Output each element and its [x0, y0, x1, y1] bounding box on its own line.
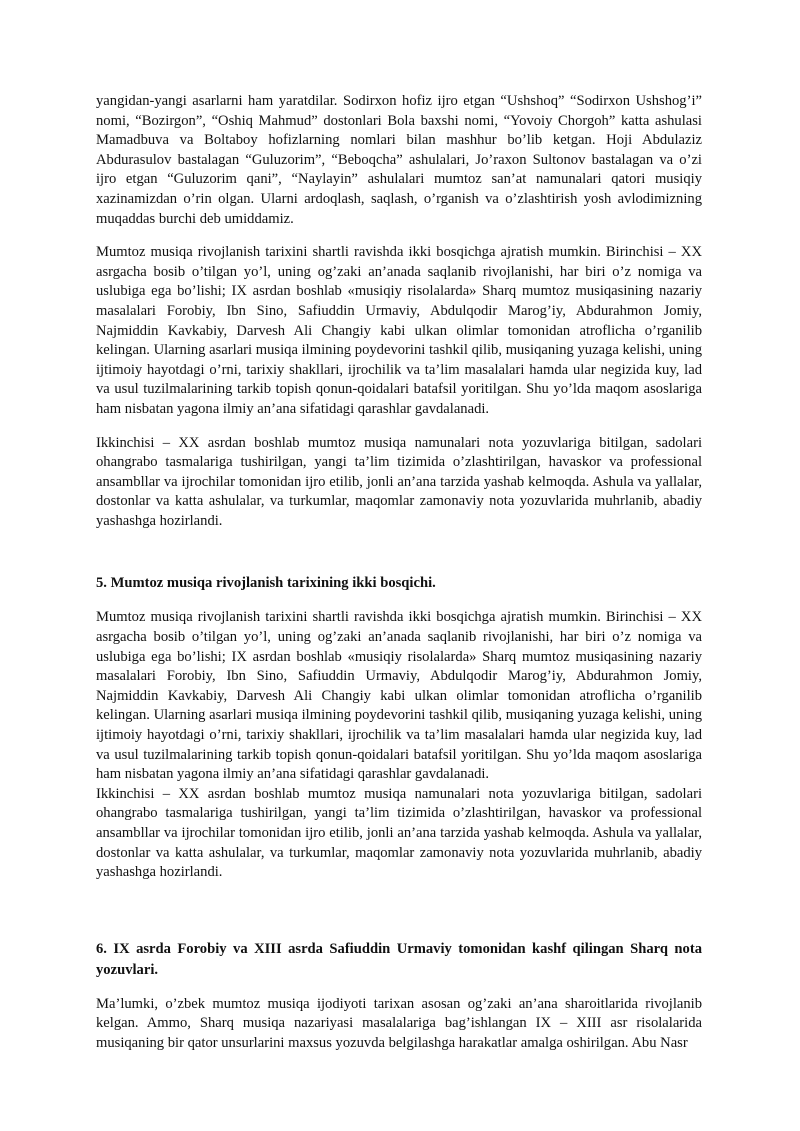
- paragraph-history-stage-one: Mumtoz musiqa rivojlanish tarixini shartli ravishda ikki bosqichga ajratish mumkin. Birinchisi – XX asrgacha bosib o’tilgan yo’l, uning og’zaki an’anada saqlanib rivojlanishi, har biri o’z nomiga va uslubiga ega bo’lishi; IX asrdan boshlab «musiqiy risolalarda» Sharq mumtoz musiqasining nazariy masalalari Forobiy, Ibn Sino, Safiuddin Urmaviy, Abdulqodir Marog’iy, Abdurahmon Jomiy, Najmiddin Kavkabiy, Darvesh Ali Changiy kabi ulkan olimlar tomonidan atroflicha o’rganilib kelingan. Ularning asarlari musiqa ilmining poydevorini tashkil qilib, musiqaning yuzaga kelishi, uning ijtimoiy hayotdagi o’rni, tarixiy shakllari, ijrochilik va ta’lim masalalari hamda ular negizida kuy, lad va usul tuzilmalarining tarkib topish qonun-qoidalari batafsil yoritilgan. Shu yo’lda maqom asoslariga ham nisbatan yagona ilmiy an’ana sifatidagi qarashlar gavdalanadi.: [96, 244, 702, 417]
- paragraph-section6-intro: Ma’lumki, o’zbek mumtoz musiqa ijodiyoti tarixan asosan og’zaki an’ana sharoitlarida rivojlanib kelgan. Ammo, Sharq musiqa nazariyasi masalalariga bag’ishlangan IX – XIII asr risolalarida musiqaning bir qator unsurlarini maxsus yozuvda belgilashga harakatlar amalga oshirilgan. Abu Nasr: [96, 995, 702, 1051]
- paragraph-section5-stage-two: Ikkinchisi – XX asrdan boshlab mumtoz musiqa namunalari nota yozuvlariga bitilgan, sadolari ohangrabo tasmalariga tushirilgan, yangi ta’lim tizimida o’zlashtirilgan, havaskor va professional ansambllar va ijrochilar tomonidan ijro etilib, jonli an’ana tarzida yashab kelmoqda. Ashula va yallalar, dostonlar va katta ashulalar, va turkumlar, maqomlar zamonaviy nota yozuvlarida muhrlanib, abadiy yashashga hozirlandi.: [96, 785, 702, 881]
- document-page: [96, 92, 702, 1054]
- section-heading-5: 5. Mumtoz musiqa rivojlanish tarixining ikki bosqichi.: [96, 575, 436, 592]
- paragraph-section5-stage-one: Mumtoz musiqa rivojlanish tarixini shartli ravishda ikki bosqichga ajratish mumkin. Birinchisi – XX asrgacha bosib o’tilgan yo’l, uning og’zaki an’anada saqlanib rivojlanishi, har biri o’z nomiga va uslubiga ega bo’lishi; IX asrdan boshlab «musiqiy risolalarda» Sharq mumtoz musiqasining nazariy masalalari Forobiy, Ibn Sino, Safiuddin Urmaviy, Abdulqodir Marog’iy, Abdurahmon Jomiy, Najmiddin Kavkabiy, Darvesh Ali Changiy kabi ulkan olimlar tomonidan atroflicha o’rganilib kelingan. Ularning asarlari musiqa ilmining poydevorini tashkil qilib, musiqaning yuzaga kelishi, uning ijtimoiy hayotdagi o’rni, tarixiy shakllari, ijrochilik va ta’lim masalalari hamda ular negizida kuy, lad va usul tuzilmalarining tarkib topish qonun-qoidalari batafsil yoritilgan. Shu yo’lda maqom asoslariga ham nisbatan yagona ilmiy an’ana sifatidagi qarashlar gavdalanadi.: [96, 609, 702, 783]
- paragraph-notable-songs: yangidan-yangi asarlarni ham yaratdilar. Sodirxon hofiz ijro etgan “Ushshoq” “Sodirxon Ushshog’i” nomi, “Bozirgon”, “Oshiq Mahmud” dostonlari Bola baxshi nomi, “Yovoiy Chorgoh” katta ashulasi Mamadbuva va Boltaboy hofizlarning nomlari bilan mashhur bo’lib ketgan. Hoji Abdulaziz Abdurasulov bastalagan “Guluzorim”, “Beboqcha” ashulalari, Jo’raxon Sultonov bastalagan va o’zi ijro etgan “Guluzorim qani”, “Naylayin” ashulalari mumtoz san’at namunalari qatori musiqiy xazinamizdan o’rin olgan. Ularni ardoqlash, saqlash, o’rganish va o’zlashtirish yosh avlodimizning muqaddas burchi deb umiddamiz.: [96, 93, 702, 227]
- paragraph-history-stage-two: Ikkinchisi – XX asrdan boshlab mumtoz musiqa namunalari nota yozuvlariga bitilgan, sadolari ohangrabo tasmalariga tushirilgan, yangi ta’lim tizimida o’zlashtirilgan, havaskor va professional ansambllar va ijrochilar tomonidan ijro etilib, jonli an’ana tarzida yashab kelmoqda. Ashula va yallalar, dostonlar va katta ashulalar, va turkumlar, maqomlar zamonaviy nota yozuvlarida muhrlanib, abadiy yashashga hozirlandi.: [96, 434, 702, 529]
- section-heading-6: 6. IX asrda Forobiy va XIII asrda Safiuddin Urmaviy tomonidan kashf qilingan Sharq nota yozuvlari.: [96, 940, 702, 978]
